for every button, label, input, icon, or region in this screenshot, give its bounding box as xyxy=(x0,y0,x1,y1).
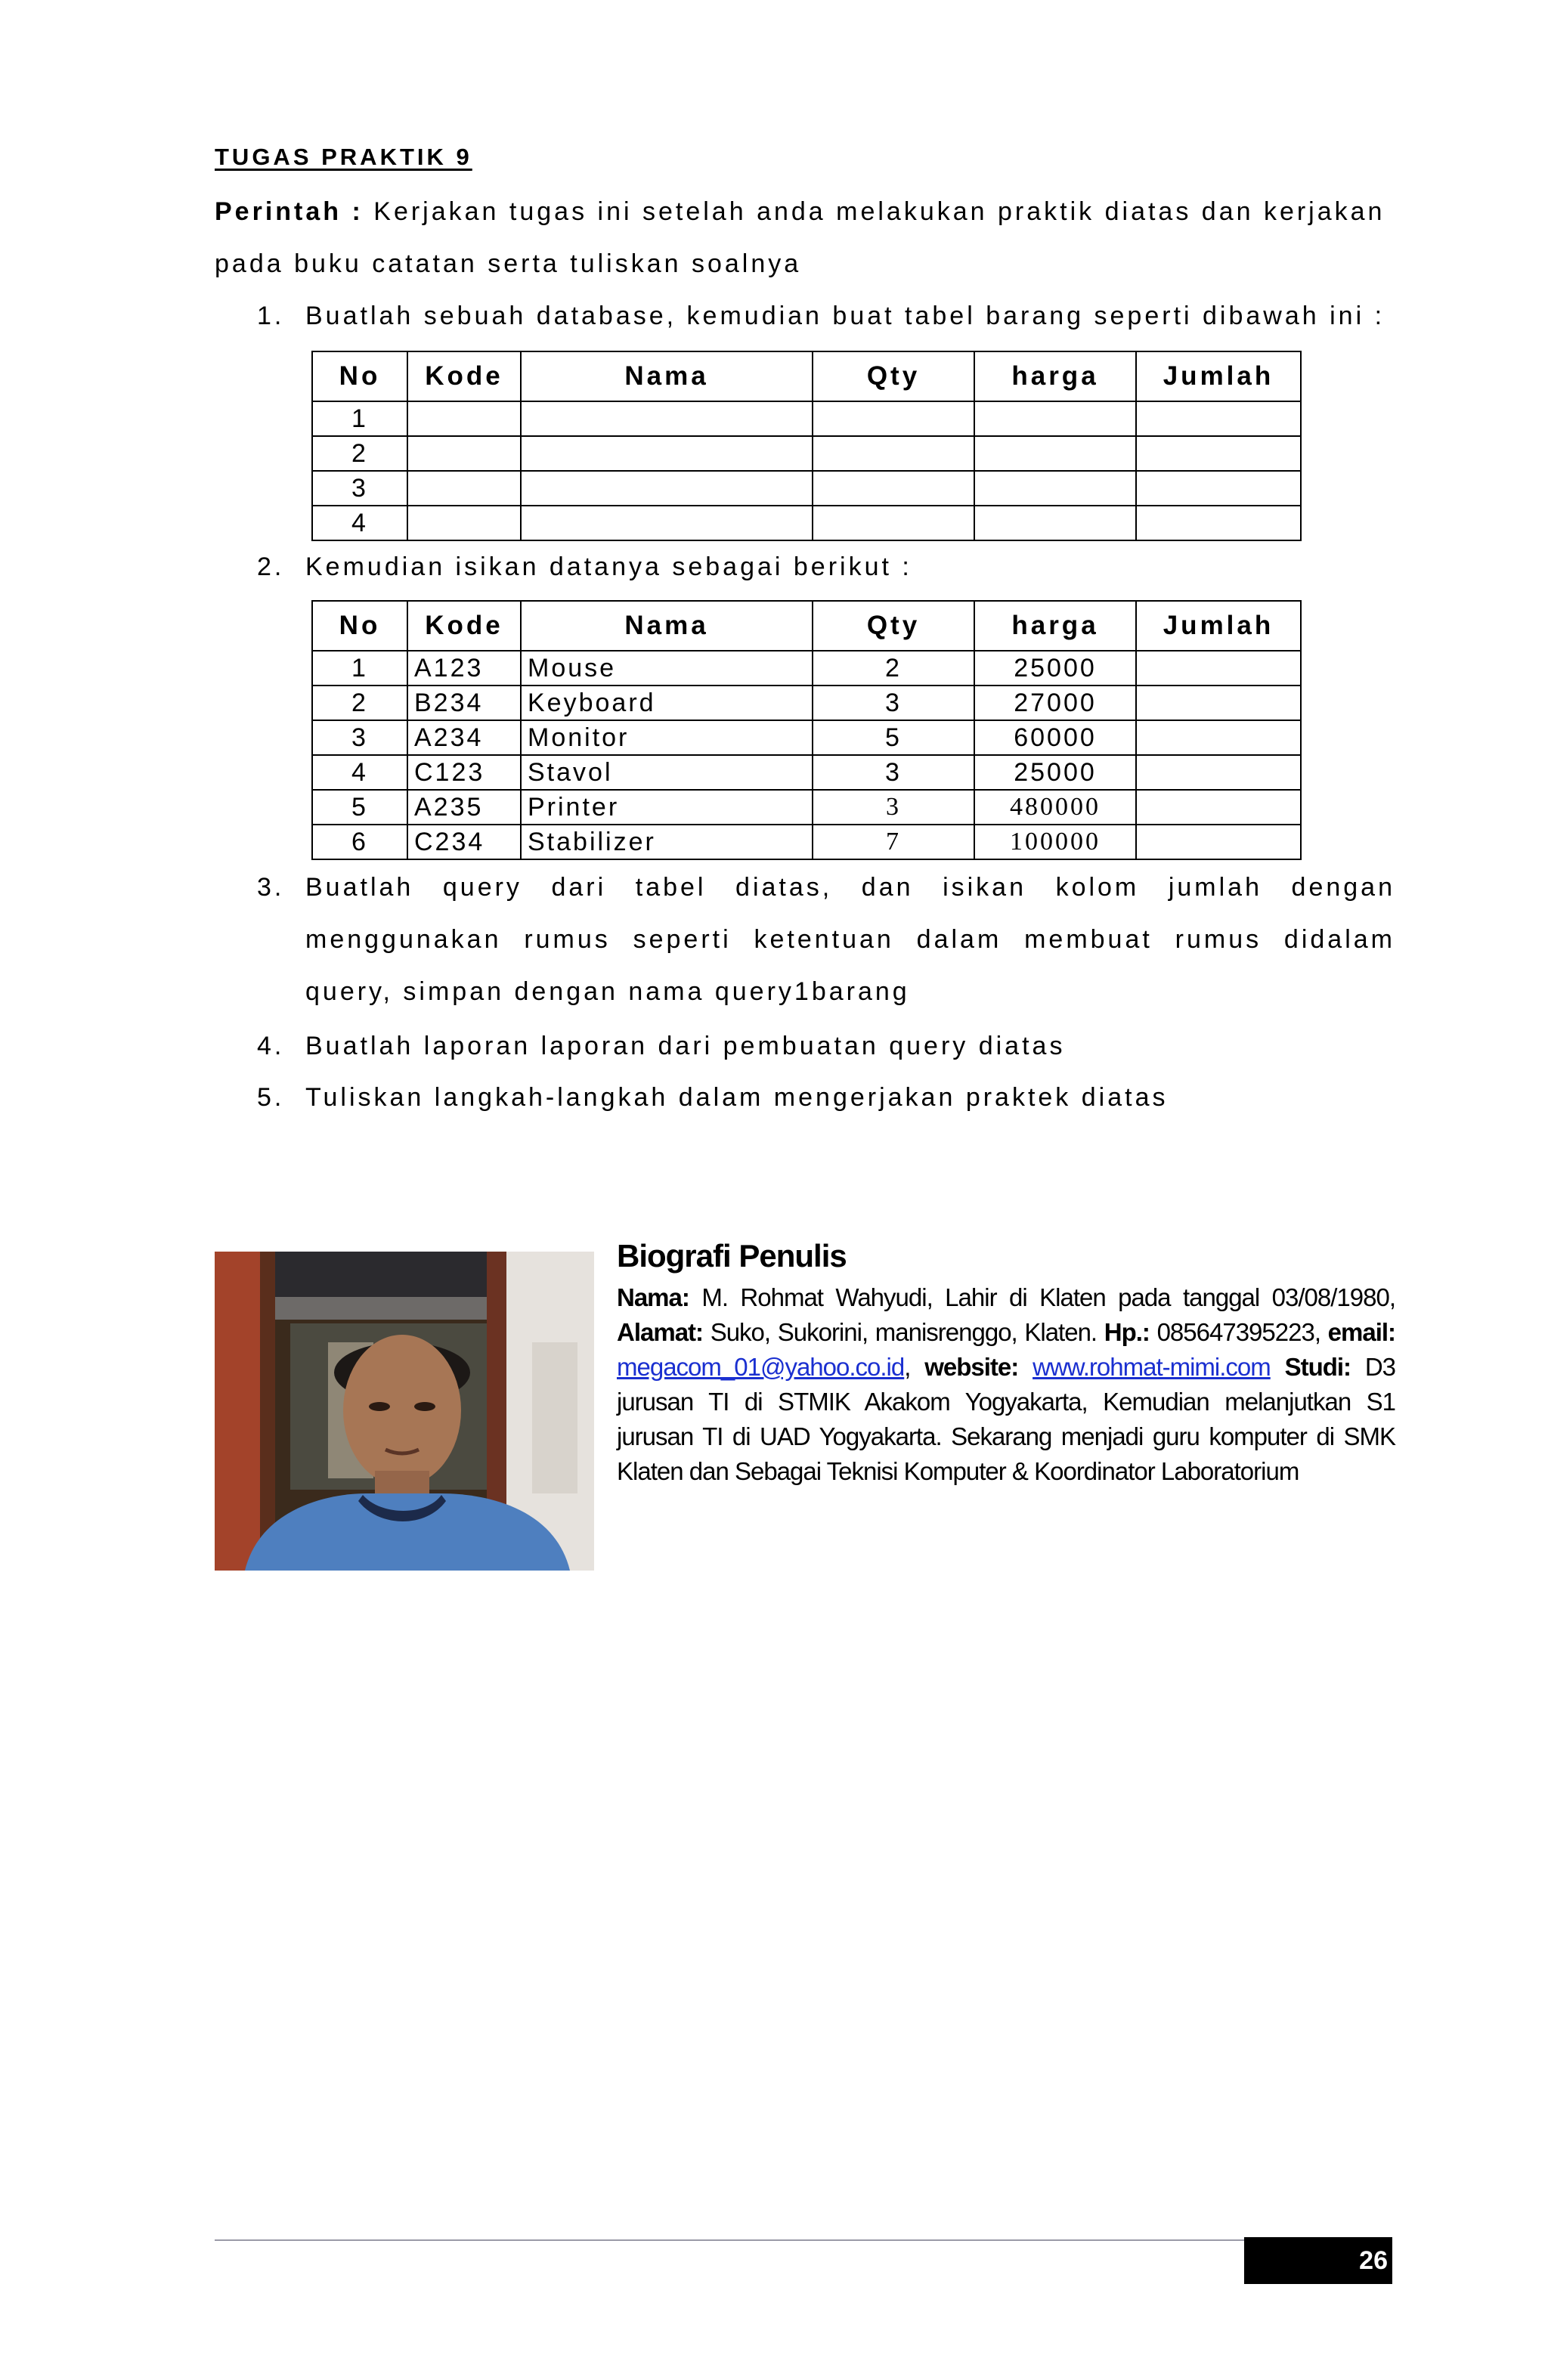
email-link[interactable]: megacom_01@yahoo.co.id xyxy=(617,1353,905,1381)
cell-no: 5 xyxy=(312,790,407,825)
bio-alamat-label: Alamat: xyxy=(617,1318,704,1346)
cell-harga: 25000 xyxy=(974,651,1136,686)
col-header-no: No xyxy=(312,601,407,651)
cell-jumlah xyxy=(1136,471,1301,506)
cell-kode: A123 xyxy=(407,651,521,686)
table-row xyxy=(312,825,1301,859)
cell-nama: Printer xyxy=(521,790,813,825)
cell-nama: Stavol xyxy=(521,755,813,790)
bio-text: Nama: M. Rohmat Wahyudi, Lahir di Klaten pada tanggal 03/08/1980, Alamat: Suko, Sukorini, manisrenggo, Klaten. Hp.: 085647395223, email: megacom_01@yahoo.co.id, website: www.rohmat-mimi.com Studi: D3 jurusan TI di STMIK Akakom Yogyakarta, Kemudian melanjutkan S1 jurusan TI di UAD Yogyakarta. Sekarang menjadi guru komputer di SMK Klaten dan Sebagai Teknisi Komputer & Koordinator Laboratorium xyxy=(617,1283,1396,1485)
cell-kode: A234 xyxy=(407,720,521,755)
cell-harga xyxy=(974,506,1136,540)
cell-qty xyxy=(813,436,974,471)
cell-qty: 3 xyxy=(813,755,974,790)
table-barang-data xyxy=(311,600,1302,860)
table-row xyxy=(312,471,1301,506)
cell-harga: 25000 xyxy=(974,755,1136,790)
cell-nama: Keyboard xyxy=(521,686,813,720)
bio-alamat-text: Suko, Sukorini, manisrenggo, Klaten. xyxy=(710,1318,1098,1346)
cell-nama: Stabilizer xyxy=(521,825,813,859)
cell-nama xyxy=(521,401,813,436)
cell-kode: C234 xyxy=(407,825,521,859)
col-header-jumlah: Jumlah xyxy=(1136,601,1301,651)
cell-harga: 480000 xyxy=(974,790,1136,825)
cell-kode xyxy=(407,506,521,540)
cell-kode xyxy=(407,436,521,471)
cell-kode: C123 xyxy=(407,755,521,790)
col-header-nama: Nama xyxy=(521,351,813,401)
list-number: 2. xyxy=(257,552,285,581)
cell-harga: 27000 xyxy=(974,686,1136,720)
cell-kode xyxy=(407,471,521,506)
cell-nama xyxy=(521,506,813,540)
col-header-nama: Nama xyxy=(521,601,813,651)
table-row xyxy=(312,755,1301,790)
col-header-kode: Kode xyxy=(407,601,521,651)
col-header-harga: harga xyxy=(974,601,1136,651)
bio-nama-label: Nama: xyxy=(617,1283,689,1311)
list-text: Tuliskan langkah-langkah dalam mengerjakan praktek diatas xyxy=(305,1083,1169,1112)
col-header-no: No xyxy=(312,351,407,401)
cell-qty: 3 xyxy=(813,686,974,720)
cell-harga xyxy=(974,401,1136,436)
cell-kode xyxy=(407,401,521,436)
table-row xyxy=(312,401,1301,436)
cell-kode: B234 xyxy=(407,686,521,720)
cell-nama xyxy=(521,436,813,471)
list-number: 1. xyxy=(257,302,285,330)
intro-text: Kerjakan tugas ini setelah anda melakukan praktik diatas dan kerjakan pada buku catatan serta tuliskan soalnya xyxy=(215,197,1385,278)
cell-no: 1 xyxy=(312,651,407,686)
list-item-1 xyxy=(257,290,1395,342)
table-header-row xyxy=(312,351,1301,401)
list-item-4 xyxy=(257,1020,1395,1072)
author-biography xyxy=(617,1238,1395,1489)
col-header-jumlah: Jumlah xyxy=(1136,351,1301,401)
list-text: Kemudian isikan datanya sebagai berikut : xyxy=(305,552,912,581)
col-header-qty: Qty xyxy=(813,351,974,401)
bio-website-label: website: xyxy=(924,1353,1019,1381)
col-header-qty: Qty xyxy=(813,601,974,651)
col-header-kode: Kode xyxy=(407,351,521,401)
page-number: 26 xyxy=(1244,2237,1392,2284)
list-number: 5. xyxy=(257,1083,285,1112)
cell-qty xyxy=(813,471,974,506)
bio-studi-label: Studi: xyxy=(1284,1353,1351,1381)
cell-no: 3 xyxy=(312,720,407,755)
website-link[interactable]: www.rohmat-mimi.com xyxy=(1033,1353,1271,1381)
cell-no: 4 xyxy=(312,506,407,540)
cell-no: 4 xyxy=(312,755,407,790)
table-row xyxy=(312,436,1301,471)
cell-qty: 7 xyxy=(813,825,974,859)
cell-jumlah xyxy=(1136,401,1301,436)
list-number: 4. xyxy=(257,1032,285,1060)
cell-qty: 5 xyxy=(813,720,974,755)
cell-no: 1 xyxy=(312,401,407,436)
cell-kode: A235 xyxy=(407,790,521,825)
author-photo xyxy=(215,1252,594,1571)
cell-jumlah xyxy=(1136,506,1301,540)
table-barang-empty xyxy=(311,351,1302,541)
list-item-2 xyxy=(257,541,1395,593)
list-text: Buatlah query dari tabel diatas, dan isikan kolom jumlah dengan menggunakan rumus seperti ketentuan dalam membuat rumus didalam query, simpan dengan nama query1barang xyxy=(305,873,1395,1006)
table-header-row xyxy=(312,601,1301,651)
table-row xyxy=(312,506,1301,540)
list-number: 3. xyxy=(257,873,285,902)
cell-harga xyxy=(974,436,1136,471)
table-row xyxy=(312,790,1301,825)
cell-harga xyxy=(974,471,1136,506)
table-row xyxy=(312,720,1301,755)
cell-jumlah xyxy=(1136,755,1301,790)
bio-nama-text: M. Rohmat Wahyudi, Lahir di Klaten pada tanggal 03/08/1980, xyxy=(701,1283,1396,1311)
page-title: TUGAS PRAKTIK 9 xyxy=(215,144,472,170)
cell-jumlah xyxy=(1136,720,1301,755)
intro-paragraph xyxy=(215,186,1395,290)
bio-hp-label: Hp.: xyxy=(1104,1318,1150,1346)
table-row xyxy=(312,651,1301,686)
cell-jumlah xyxy=(1136,436,1301,471)
intro-label: Perintah : xyxy=(215,197,364,226)
list-text: Buatlah sebuah database, kemudian buat tabel barang seperti dibawah ini : xyxy=(305,302,1385,330)
bio-studi-text: D3 jurusan TI di STMIK Akakom Yogyakarta, Kemudian melanjutkan S1 jurusan TI di UAD Yogyakarta. Sekarang menjadi guru komputer di SMK Klaten dan Sebagai Teknisi Komputer & Koordinator Laboratorium xyxy=(617,1353,1396,1485)
cell-no: 2 xyxy=(312,686,407,720)
cell-qty xyxy=(813,401,974,436)
bio-email-label: email: xyxy=(1327,1318,1396,1346)
cell-no: 6 xyxy=(312,825,407,859)
footer-divider xyxy=(215,2239,1244,2241)
cell-no: 3 xyxy=(312,471,407,506)
table-row xyxy=(312,686,1301,720)
col-header-harga: harga xyxy=(974,351,1136,401)
list-item-3 xyxy=(257,862,1395,1018)
list-item-5 xyxy=(257,1072,1395,1124)
cell-jumlah xyxy=(1136,651,1301,686)
cell-nama: Monitor xyxy=(521,720,813,755)
cell-jumlah xyxy=(1136,686,1301,720)
cell-harga: 100000 xyxy=(974,825,1136,859)
cell-qty: 2 xyxy=(813,651,974,686)
cell-qty: 3 xyxy=(813,790,974,825)
cell-jumlah xyxy=(1136,825,1301,859)
bio-heading: Biografi Penulis xyxy=(617,1238,847,1274)
cell-no: 2 xyxy=(312,436,407,471)
cell-jumlah xyxy=(1136,790,1301,825)
cell-qty xyxy=(813,506,974,540)
list-text: Buatlah laporan laporan dari pembuatan query diatas xyxy=(305,1032,1066,1060)
cell-nama xyxy=(521,471,813,506)
cell-harga: 60000 xyxy=(974,720,1136,755)
bio-hp-text: 085647395223, xyxy=(1156,1318,1320,1346)
cell-nama: Mouse xyxy=(521,651,813,686)
